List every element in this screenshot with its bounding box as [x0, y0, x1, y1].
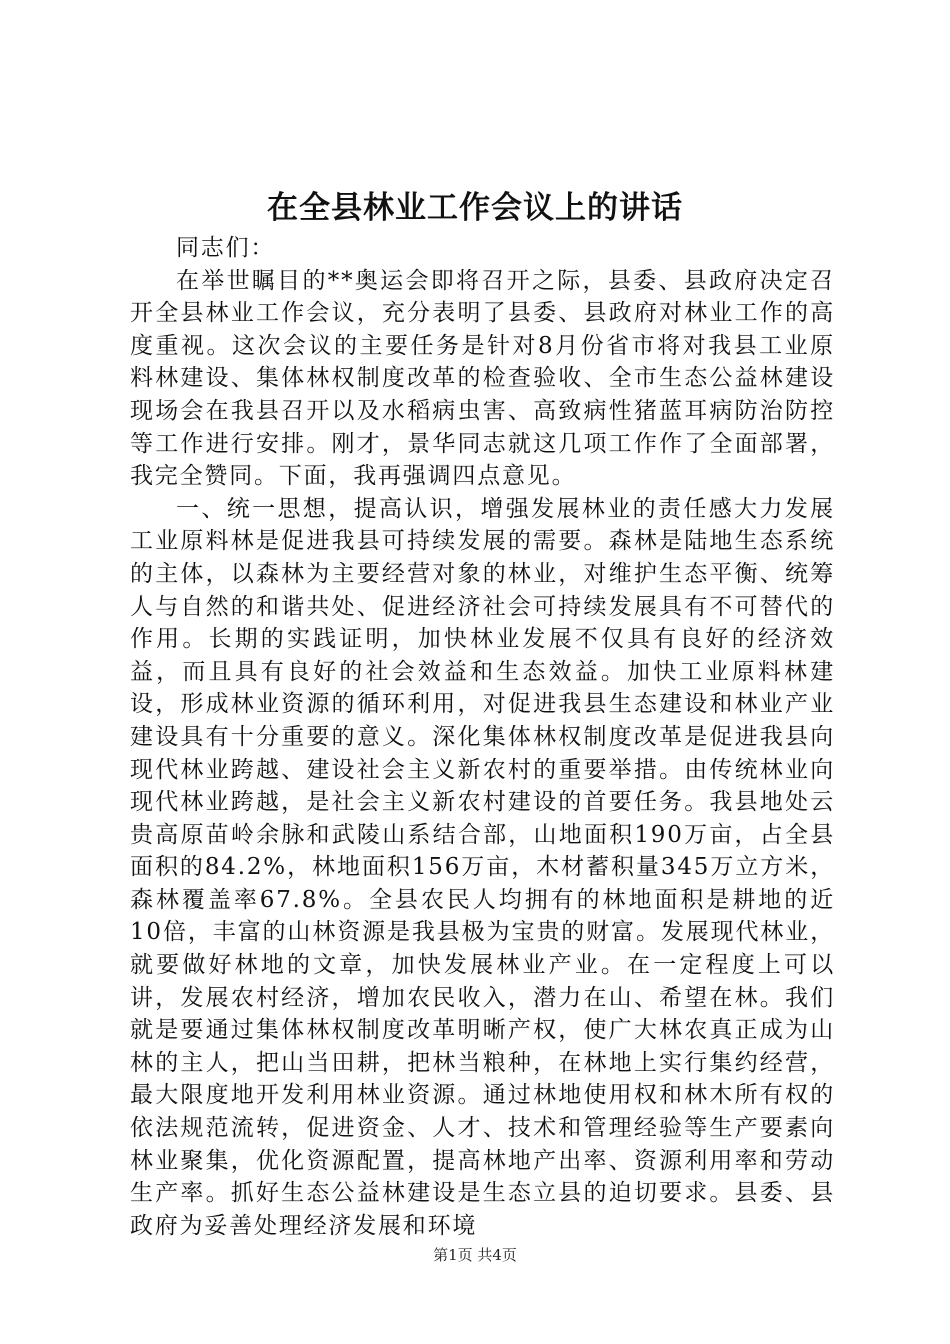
- paragraph-section-one: 一、统一思想，提高认识，增强发展林业的责任感大力发展工业原料林是促进我县可持续发展的需要。森林是陆地生态系统的主体，以森林为主要经营对象的林业，对维护生态平衡、统筹人与自然的和谐共处、促进经济社会可持续发展具有不可替代的作用。长期的实践证明，加快林业发展不仅具有良好的经济效益，而且具有良好的社会效益和生态效益。加快工业原料林建设，形成林业资源的循环利用，对促进我县生态建设和林业产业建设具有十分重要的意义。深化集体林权制度改革是促进我县向现代林业跨越、建设社会主义新农村的重要举措。由传统林业向现代林业跨越，是社会主义新农村建设的首要任务。我县地处云贵高原苗岭余脉和武陵山系结合部，山地面积190万亩，占全县面积的84.2%，林地面积156万亩，木材蓄积量345万立方米，森林覆盖率67.8%。全县农民人均拥有的林地面积是耕地的近10倍，丰富的山林资源是我县极为宝贵的财富。发展现代林业，就要做好林地的文章，加快发展林业产业。在一定程度上可以讲，发展农村经济，增加农民收入，潜力在山、希望在林。我们就是要通过集体林权制度改革明晰产权，使广大林农真正成为山林的主人，把山当田耕，把林当粮种，在林地上实行集约经营，最大限度地开发利用林业资源。通过林地使用权和林木所有权的依法规范流转，促进资金、人才、技术和管理经验等生产要素向林业聚集，优化资源配置，提高林地产出率、资源利用率和劳动生产率。抓好生态公益林建设是生态立县的迫切要求。县委、县政府为妥善处理经济发展和环境: [130, 495, 835, 1239]
- salutation: 同志们：: [176, 235, 276, 261]
- document-title: 在全县林业工作会议上的讲话: [267, 190, 683, 226]
- document-body: [130, 232, 835, 1242]
- page-number-footer: 第1页 共4页: [433, 1246, 517, 1264]
- paragraph-intro: 在举世瞩目的**奥运会即将召开之际，县委、县政府决定召开全县林业工作会议，充分表明了县委、县政府对林业工作的高度重视。这次会议的主要任务是针对8月份省市将对我县工业原料林建设、集体林权制度改革的检查验收、全市生态公益林建设现场会在我县召开以及水稻病虫害、高致病性猪蓝耳病防治防控等工作进行安排。刚才，景华同志就这几项工作作了全面部署，我完全赞同。下面，我再强调四点意见。: [130, 267, 835, 490]
